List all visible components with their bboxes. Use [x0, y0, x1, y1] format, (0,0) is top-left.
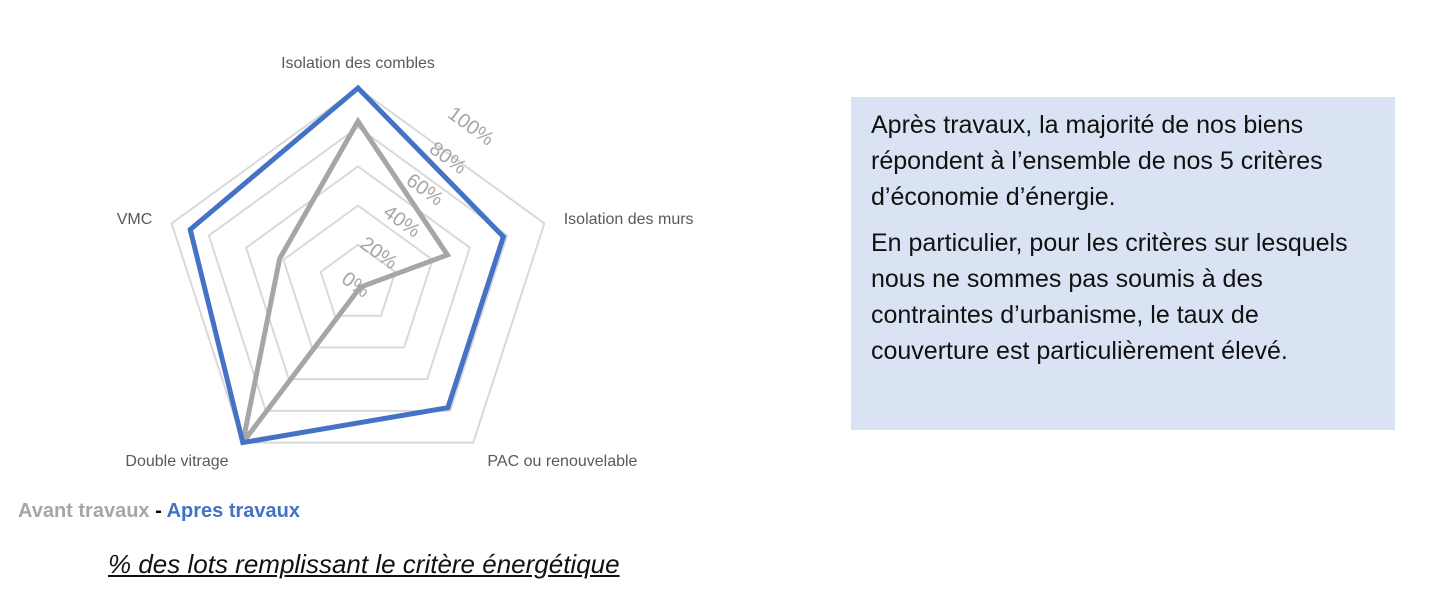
tick-label-4: 80%	[425, 137, 471, 179]
legend-separator: -	[149, 500, 167, 522]
category-label-1: Isolation des murs	[563, 211, 694, 229]
info-paragraph-2: En particulier, pour les critères sur lesquels nous ne sommes pas soumis à des contraintes d’urbanisme, le taux de couverture est particulièrement élevé.	[871, 229, 1348, 365]
tick-label-2: 40%	[378, 201, 425, 243]
chart-legend	[18, 500, 300, 523]
tick-label-3: 60%	[401, 169, 448, 211]
info-paragraph-1: Après travaux, la majorité de nos biens répondent à l’ensemble de nos 5 critères d’économie d’énergie.	[871, 111, 1323, 211]
radar-chart	[0, 0, 760, 500]
tick-label-5: 100%	[443, 102, 498, 151]
category-label-2: PAC ou renouvelable	[487, 452, 638, 470]
category-label-0: Isolation des combles	[281, 55, 435, 72]
tick-label-0: 0%	[337, 267, 374, 303]
category-label-3: Double vitrage	[125, 452, 229, 470]
chart-caption: % des lots remplissant le critère énergétique	[108, 549, 620, 579]
category-labels	[117, 55, 694, 470]
radar-series	[190, 88, 503, 443]
legend-apres-travaux: Apres travaux	[166, 500, 300, 522]
legend-avant-travaux: Avant travaux	[18, 500, 150, 522]
info-box	[851, 97, 1395, 430]
tick-label-1: 20%	[355, 232, 402, 275]
category-label-4: VMC	[116, 211, 153, 229]
radial-tick-labels	[337, 103, 498, 303]
